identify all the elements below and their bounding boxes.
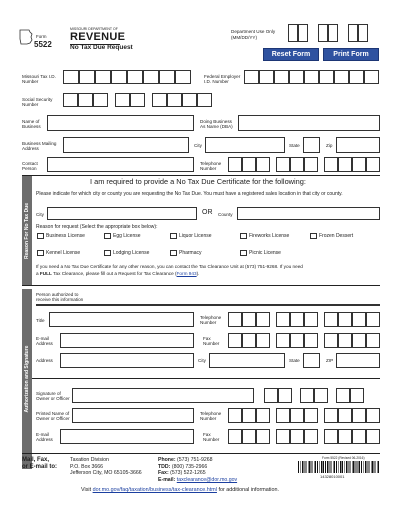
business-license-checkbox[interactable] (37, 233, 44, 239)
form-title: No Tax Due Request (70, 44, 133, 51)
dept-use-cell-5[interactable] (348, 24, 358, 42)
egg-license-checkbox[interactable] (104, 233, 111, 239)
request-heading: I am required to provide a No Tax Due Certificate for the following: (90, 177, 306, 186)
mo-tax-id-label: Missouri Tax I.D. Number (22, 74, 56, 85)
frozen-dessert-checkbox[interactable] (310, 233, 317, 239)
fireworks-license-checkbox[interactable] (240, 233, 247, 239)
sig-email-label: E-mail Address (36, 432, 53, 443)
sig-phone-field[interactable] (228, 408, 380, 423)
fed-employer-label: Federal Employer I.D. Number (204, 74, 241, 85)
other-reason-text-2: a FULL Tax Clearance, please fill out a Request for Tax Clearance (Form 943). (36, 271, 200, 276)
request-county-field[interactable] (237, 207, 380, 220)
auth-person-field[interactable] (36, 304, 380, 306)
mailing-address-label: Business Mailing Address (22, 141, 57, 152)
footer-divider (22, 453, 380, 454)
lodging-license-checkbox[interactable] (104, 250, 111, 256)
dept-use-date-label: (MM/DD/YY) (231, 35, 258, 40)
revenue-logo: REVENUE (70, 31, 126, 43)
auth-email-field[interactable] (60, 333, 194, 348)
liquor-license-checkbox[interactable] (170, 233, 177, 239)
contact-phone-field[interactable] (228, 157, 380, 172)
auth-email-label: E-mail Address (36, 336, 53, 347)
printed-name-label: Printed Name of Owner or Officer (36, 411, 70, 422)
auth-fax-label: Fax Number (203, 336, 220, 347)
mo-tax-id-field[interactable] (63, 70, 193, 84)
auth-fax-field[interactable] (228, 333, 380, 348)
picnic-license-label: Picnic License (249, 250, 281, 256)
frozen-dessert-label: Frozen Dessert (319, 233, 354, 239)
form-943-link[interactable]: Form 943 (176, 271, 197, 276)
auth-address-field[interactable] (60, 353, 194, 368)
business-license-label: Business License (46, 233, 85, 239)
auth-city-label: City (198, 358, 206, 363)
dept-use-cell-1[interactable] (288, 24, 298, 42)
section-divider-top (22, 175, 380, 176)
dba-label: Doing Business As Name (DBA) (200, 119, 233, 130)
printed-name-field[interactable] (72, 408, 194, 423)
form-revision: Form 5522 (Revised 06-2016) (322, 456, 365, 460)
request-city-field[interactable] (47, 207, 197, 220)
form-number: 5522 (34, 40, 52, 49)
missouri-outline-icon (19, 29, 33, 45)
mailing-address: Taxation Division P.O. Box 3666 Jefferson City, MO 65105-3666 (70, 457, 142, 477)
section-divider-signature (32, 378, 380, 379)
barcode (298, 461, 380, 473)
state-label: State (289, 143, 300, 148)
contact-phone-label: Telephone Number (200, 161, 222, 172)
dept-use-cell-3[interactable] (318, 24, 328, 42)
request-county-label: County (218, 212, 233, 217)
barcode-number: 14328010001 (320, 474, 345, 479)
city-field[interactable] (205, 137, 285, 153)
contact-person-field[interactable] (47, 157, 194, 172)
auth-state-label: State (289, 358, 300, 363)
dept-use-cell-4[interactable] (328, 24, 338, 42)
pharmacy-checkbox[interactable] (170, 250, 177, 256)
print-form-button[interactable]: Print Form (323, 48, 379, 61)
business-name-field[interactable] (47, 115, 194, 131)
state-field[interactable] (303, 137, 320, 153)
auth-title-label: Title (36, 318, 45, 323)
sig-email-field[interactable] (60, 429, 194, 444)
business-name-label: Name of Business (22, 119, 41, 130)
ssn-label: Social Security Number (22, 97, 53, 108)
auth-zip-field[interactable] (336, 353, 380, 368)
auth-city-field[interactable] (209, 353, 285, 368)
auth-zip-label: ZIP (326, 358, 334, 363)
or-label: OR (202, 209, 213, 216)
auth-phone-field[interactable] (228, 312, 380, 327)
fireworks-license-label: Fireworks License (249, 233, 290, 239)
picnic-license-checkbox[interactable] (240, 250, 247, 256)
kennel-license-label: Kennel License (46, 250, 81, 256)
signature-label: Signature of Owner or Officer (36, 391, 70, 402)
form-label: Form (36, 34, 47, 39)
dept-use-cell-6[interactable] (358, 24, 368, 42)
egg-license-label: Egg License (113, 233, 141, 239)
auth-address-label: Address (36, 358, 53, 363)
email-link[interactable]: taxclearance@dor.mo.gov (176, 476, 238, 483)
contact-info: Phone: (573) 751-9268 TDD: (800) 735-2966 Fax: (573) 522-1265 E-mail: taxclearance@dor.mo.gov (158, 457, 238, 483)
ssn-field[interactable] (63, 93, 213, 107)
signature-field[interactable] (72, 388, 254, 403)
signature-date-field[interactable] (264, 388, 380, 403)
auth-person-label: Person authorized to receive this information (36, 292, 84, 303)
auth-phone-label: Telephone Number (200, 315, 222, 326)
mail-label: Mail, Fax, or E-mail to: (22, 457, 58, 470)
other-reason-text-1: If you need a No Tax Due Certificate for any other reason, you can contact the Tax Clearance Unit at (573) 751-9268. If you need (36, 264, 303, 269)
lodging-license-label: Lodging License (113, 250, 150, 256)
pharmacy-label: Pharmacy (179, 250, 202, 256)
reason-sidebar: Reason For No Tax Due (22, 176, 32, 285)
auth-title-field[interactable] (49, 312, 194, 327)
dba-field[interactable] (238, 115, 380, 131)
zip-field[interactable] (336, 137, 380, 153)
request-instructions: Please indicate for which city or county you are requesting the No Tax Due. You must have a registered sales location in that city or county. (36, 191, 343, 197)
visit-line: Visit dor.mo.gov/faq/taxation/business/tax-clearance.html for additional information. (81, 487, 279, 493)
sig-phone-label: Telephone Number (200, 411, 222, 422)
mailing-address-field[interactable] (63, 137, 189, 153)
reason-label: Reason for request (Select the appropriate box below): (36, 224, 158, 230)
request-city-label: City (36, 212, 44, 217)
city-label: City (194, 143, 202, 148)
fein-field[interactable] (244, 70, 380, 84)
sig-fax-label: Fax Number (203, 432, 220, 443)
sig-fax-field[interactable] (228, 429, 380, 444)
agency-name: MISSOURI DEPARTMENT OF (70, 27, 118, 31)
auth-sidebar: Authorization and Signature (22, 289, 32, 469)
reset-form-button[interactable]: Reset Form (263, 48, 319, 61)
kennel-license-checkbox[interactable] (37, 250, 44, 256)
dept-use-label: Department Use Only (231, 29, 276, 34)
dept-use-cell-2[interactable] (298, 24, 308, 42)
auth-state-field[interactable] (303, 353, 320, 368)
tax-clearance-link[interactable]: dor.mo.gov/faq/taxation/business/tax-clearance.html (92, 487, 217, 493)
liquor-license-label: Liquor License (179, 233, 212, 239)
contact-person-label: Contact Person (22, 161, 38, 172)
zip-label: Zip (326, 143, 333, 148)
section-divider-auth (22, 285, 380, 286)
